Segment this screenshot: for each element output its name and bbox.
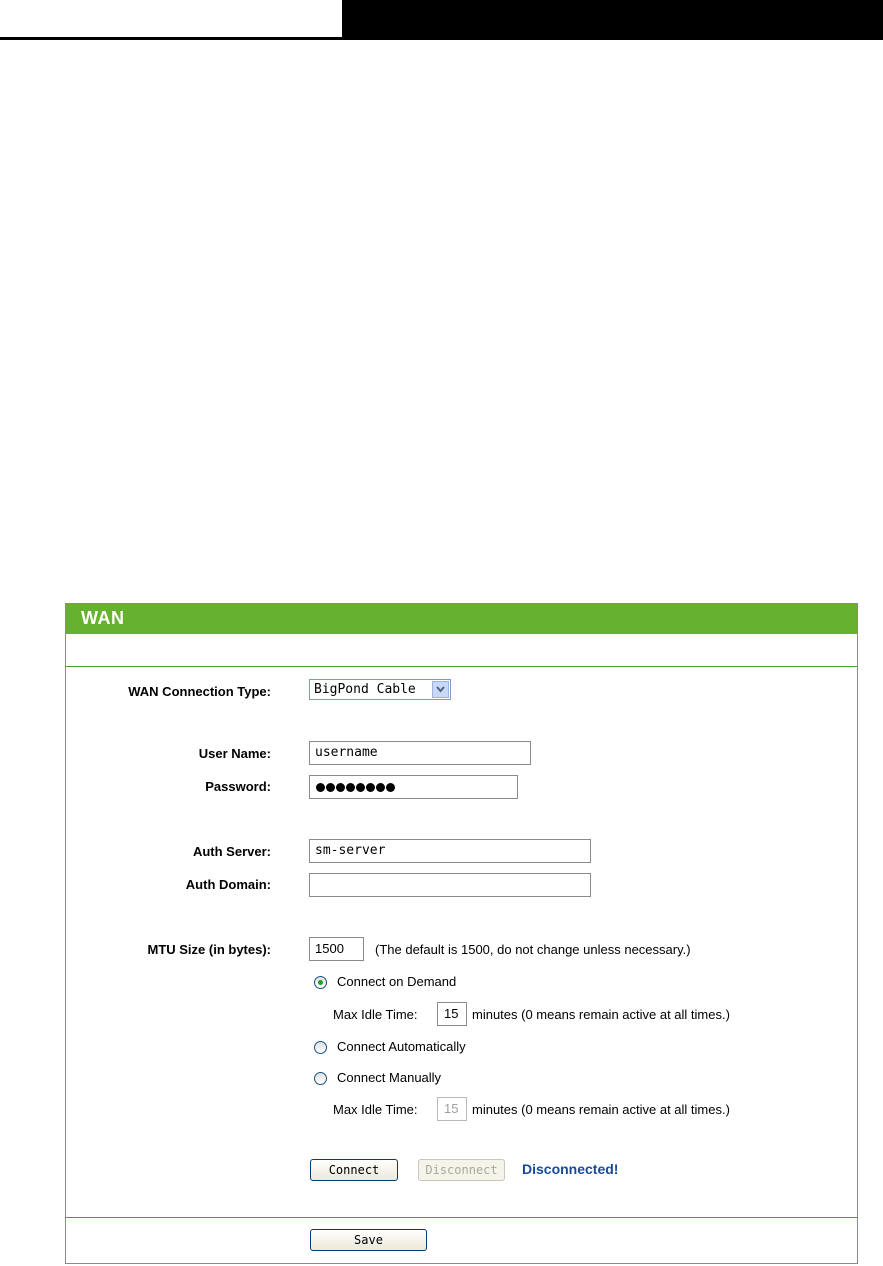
connect-manually-radio[interactable]	[314, 1072, 327, 1085]
connect-automatically-label: Connect Automatically	[337, 1039, 466, 1054]
bottom-divider	[66, 1217, 857, 1218]
panel-title-bar	[66, 604, 857, 634]
user-name-input[interactable]	[309, 741, 531, 765]
wan-settings-panel	[65, 603, 858, 1264]
password-dot	[316, 783, 325, 792]
disconnect-button[interactable]: Disconnect	[418, 1159, 505, 1181]
user-name-value: username	[315, 745, 378, 760]
connection-status: Disconnected!	[522, 1161, 619, 1177]
password-dot	[366, 783, 375, 792]
header-rule	[0, 37, 883, 40]
auth-domain-label: Auth Domain:	[185, 877, 271, 892]
connect-automatically-radio[interactable]	[314, 1041, 327, 1054]
password-dot	[386, 783, 395, 792]
max-idle-value-demand: 15	[444, 1006, 459, 1021]
mtu-input[interactable]	[309, 937, 364, 961]
password-dot	[346, 783, 355, 792]
auth-domain-input[interactable]	[309, 873, 591, 897]
page-header	[0, 0, 883, 42]
auth-server-label: Auth Server:	[192, 844, 271, 859]
mtu-label: MTU Size (in bytes):	[147, 942, 271, 957]
chevron-down-icon[interactable]	[432, 681, 449, 698]
header-black-bar	[342, 0, 883, 39]
max-idle-label-manual: Max Idle Time:	[333, 1102, 418, 1117]
panel-title: WAN	[81, 608, 125, 628]
password-dot	[376, 783, 385, 792]
max-idle-value-manual: 15	[444, 1101, 459, 1116]
top-divider	[66, 666, 857, 667]
password-input[interactable]	[309, 775, 518, 799]
connect-button[interactable]: Connect	[310, 1159, 398, 1181]
max-idle-input-manual[interactable]	[437, 1097, 467, 1121]
mtu-value: 1500	[315, 941, 344, 956]
password-label: Password:	[205, 779, 271, 794]
max-idle-note-manual: minutes (0 means remain active at all times.)	[472, 1102, 730, 1117]
auth-server-input[interactable]	[309, 839, 591, 863]
mtu-note: (The default is 1500, do not change unless necessary.)	[375, 942, 691, 957]
connect-manually-label: Connect Manually	[337, 1070, 442, 1085]
max-idle-label-demand: Max Idle Time:	[333, 1007, 418, 1022]
radio-selected-dot	[318, 980, 323, 985]
max-idle-input-demand[interactable]	[437, 1002, 467, 1026]
save-button[interactable]: Save	[310, 1229, 427, 1251]
password-mask	[316, 783, 395, 792]
connect-on-demand-label: Connect on Demand	[337, 974, 457, 989]
password-dot	[326, 783, 335, 792]
user-name-label: User Name:	[198, 746, 271, 761]
connect-on-demand-radio[interactable]	[314, 976, 327, 989]
connection-type-select[interactable]	[309, 679, 451, 700]
password-dot	[356, 783, 365, 792]
max-idle-note-demand: minutes (0 means remain active at all times.)	[472, 1007, 730, 1022]
password-dot	[336, 783, 345, 792]
auth-server-value: sm-server	[315, 843, 386, 858]
connection-type-value: BigPond Cable	[314, 682, 416, 697]
connection-type-label: WAN Connection Type:	[128, 684, 271, 699]
